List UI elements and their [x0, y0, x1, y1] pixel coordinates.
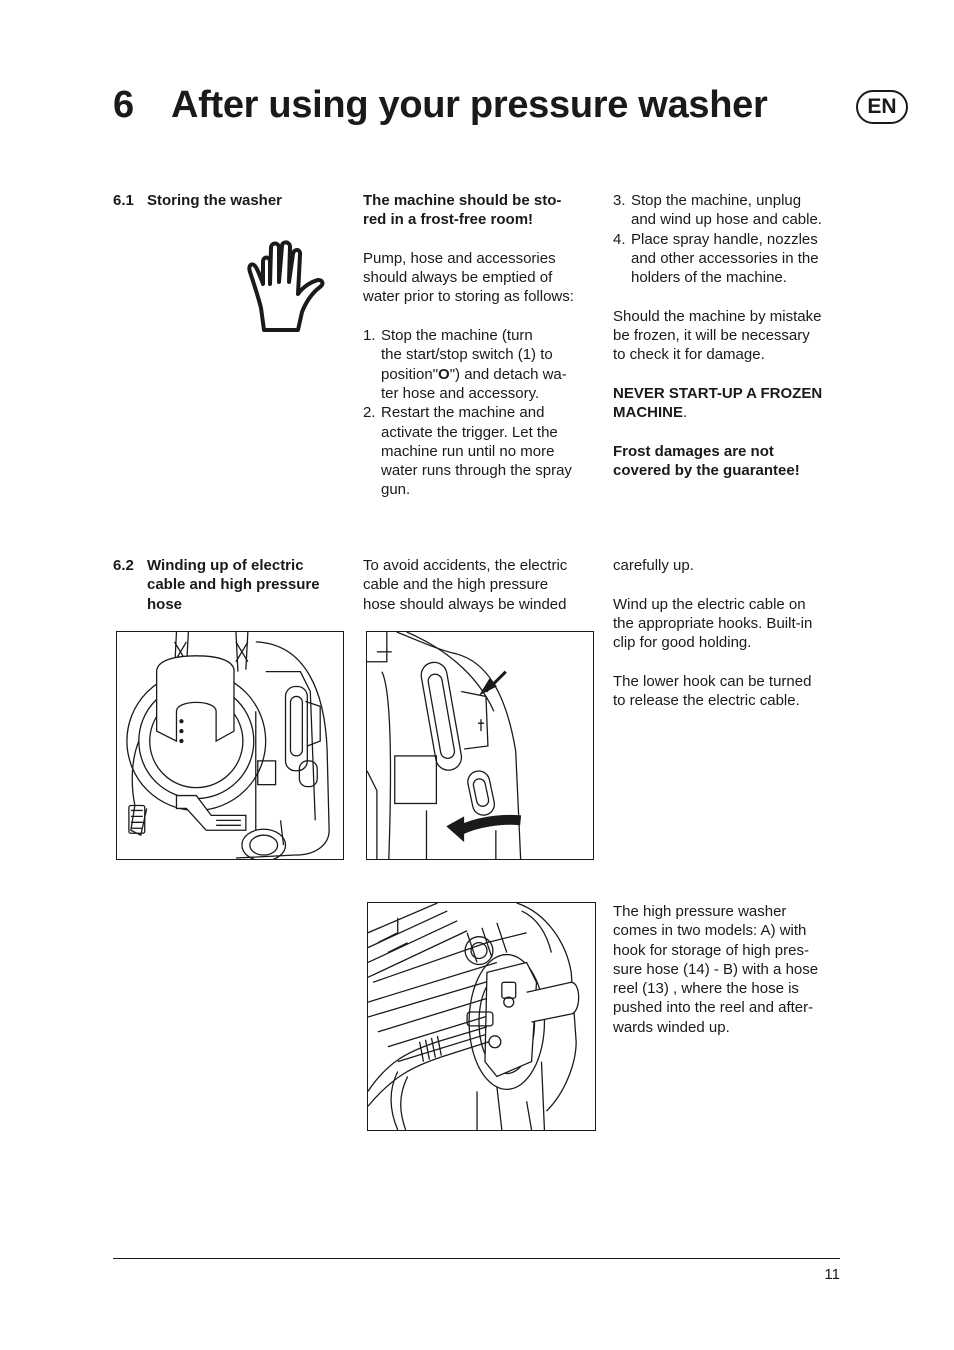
storage-intro: Pump, hose and accessories should always be emptied of water prior to storing as follows: [363, 249, 574, 306]
chapter-title: After using your pressure washer [171, 84, 768, 126]
never-start-warning: NEVER START-UP A FROZEN MACHINE. [613, 384, 823, 422]
lower-hook-note: The lower hook can be turned to release the electric cable. [613, 672, 812, 710]
hand-stop-icon [244, 238, 334, 334]
page-title [113, 84, 767, 127]
step-3: 3. Stop the machine, unplug and wind up hose and cable. [613, 192, 822, 229]
section-number: 6.1 [113, 192, 134, 209]
footer-rule [113, 1258, 840, 1259]
section-6-2-intro: To avoid accidents, the electric cable and the high pressure hose should always be winded [363, 557, 568, 613]
section-title: Storing the washer [147, 192, 283, 209]
step-2: 2. Restart the machine and activate the trigger. Let the machine run until no more water runs through the spray gun. [363, 404, 572, 499]
section-6-1-column-3 [613, 191, 848, 480]
section-6-2-column-3: carefully up. Wind up the electric cable on the appropriate hooks. Built-in clip for good holding. The lower hook can be turned to release the electric cable. [613, 556, 848, 710]
hose-reel-closeup-illustration [367, 902, 596, 1131]
page-number: 11 [824, 1266, 840, 1283]
hose-models-description: The high pressure washer comes in two models: A) with hook for storage of high pres- sure hose (14) - B) with a hose reel (13) , where the hose is pushed into the reel and after- wards winded up. [613, 903, 819, 1036]
frozen-note: Should the machine by mistake be frozen, it will be necessary to check it for damage. [613, 307, 822, 364]
cable-hook-illustration [366, 631, 594, 860]
section-6-1-column-2 [363, 191, 598, 500]
hose-reel-illustration [116, 631, 344, 860]
cable-hook-instructions: Wind up the electric cable on the appropriate hooks. Built-in clip for good holding. [613, 595, 813, 652]
step-1: 1. Stop the machine (turn the start/stop switch (1) to position"O") and detach wa- ter hose and accessory. [363, 326, 598, 403]
section-6-1-heading [113, 191, 282, 210]
section-number: 6.2 [113, 557, 134, 574]
section-6-2-heading: 6.2 Winding up of electric cable and high pressure hose [113, 557, 320, 613]
step-4: 4. Place spray handle, nozzles and other accessories in the holders of the machine. [613, 230, 819, 287]
frost-free-warning: The machine should be sto- red in a frost-free room! [363, 192, 562, 229]
language-badge: EN [856, 90, 908, 124]
chapter-number: 6 [113, 84, 134, 126]
step-1-position-line: position"O") and detach wa- [381, 365, 567, 383]
guarantee-warning: Frost damages are not covered by the guarantee! [613, 442, 800, 480]
